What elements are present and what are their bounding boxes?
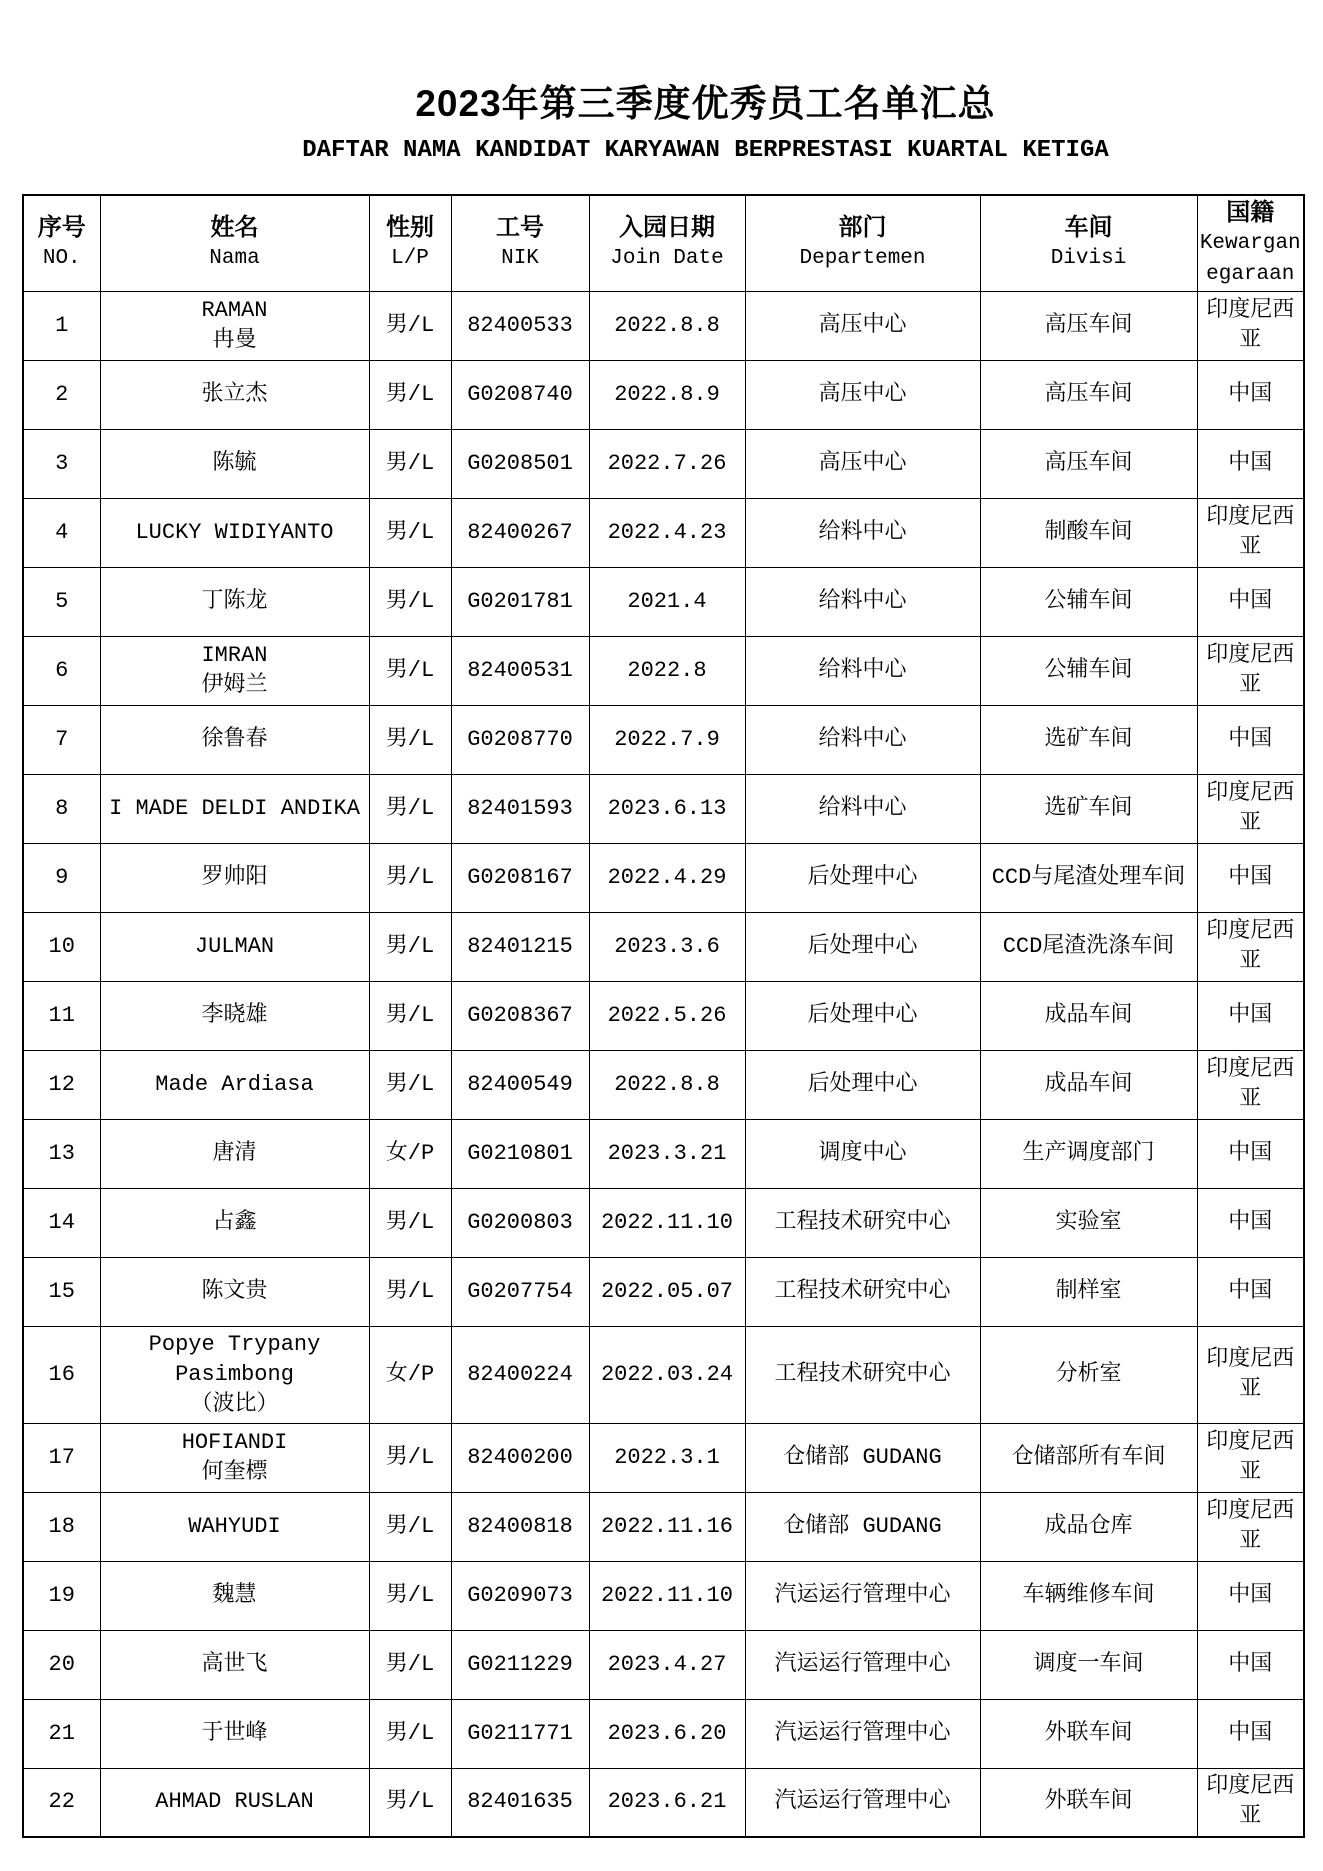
header-label-en: NO. bbox=[42, 247, 81, 271]
cell-nationality: 印度尼西亚 bbox=[1197, 498, 1304, 567]
header-label-zh: 入园日期 bbox=[619, 214, 715, 242]
cell-join-date: 2022.11.10 bbox=[589, 1561, 745, 1630]
cell-nik: G0208167 bbox=[451, 843, 589, 912]
cell-division: CCD与尾渣处理车间 bbox=[980, 843, 1197, 912]
header-label-en: Kewarganegaraan bbox=[1199, 231, 1301, 286]
cell-division: 成品车间 bbox=[980, 1050, 1197, 1119]
cell-name: 李晓雄 bbox=[100, 981, 369, 1050]
table-row bbox=[23, 1050, 1304, 1119]
cell-nik: G0207754 bbox=[451, 1257, 589, 1326]
header-label-zh: 性别 bbox=[386, 214, 434, 242]
table-row bbox=[23, 705, 1304, 774]
header-label-en: Divisi bbox=[1050, 247, 1127, 271]
cell-nik: G0208501 bbox=[451, 429, 589, 498]
cell-no: 7 bbox=[23, 705, 100, 774]
cell-department: 后处理中心 bbox=[745, 843, 980, 912]
header-label-zh: 姓名 bbox=[210, 214, 259, 242]
header-join-date bbox=[589, 195, 745, 291]
cell-name: 高世飞 bbox=[100, 1630, 369, 1699]
cell-no: 18 bbox=[23, 1492, 100, 1561]
cell-nik: 82401635 bbox=[451, 1768, 589, 1837]
cell-nationality: 中国 bbox=[1197, 1699, 1304, 1768]
cell-no: 12 bbox=[23, 1050, 100, 1119]
cell-division: 成品车间 bbox=[980, 981, 1197, 1050]
cell-nik: G0211771 bbox=[451, 1699, 589, 1768]
table-row bbox=[23, 636, 1304, 705]
cell-nationality: 中国 bbox=[1197, 1561, 1304, 1630]
table-row bbox=[23, 498, 1304, 567]
table-row bbox=[23, 360, 1304, 429]
cell-department: 汽运运行管理中心 bbox=[745, 1630, 980, 1699]
cell-name: Popye Trypany Pasimbong （波比） bbox=[100, 1326, 369, 1423]
table-row bbox=[23, 1630, 1304, 1699]
table-row bbox=[23, 1492, 1304, 1561]
table-row bbox=[23, 429, 1304, 498]
cell-name: AHMAD RUSLAN bbox=[100, 1768, 369, 1837]
header-label-zh: 国籍 bbox=[1226, 198, 1275, 226]
cell-name: I MADE DELDI ANDIKA bbox=[100, 774, 369, 843]
cell-no: 22 bbox=[23, 1768, 100, 1837]
cell-nationality: 中国 bbox=[1197, 429, 1304, 498]
cell-no: 5 bbox=[23, 567, 100, 636]
cell-join-date: 2022.11.10 bbox=[589, 1188, 745, 1257]
cell-department: 工程技术研究中心 bbox=[745, 1188, 980, 1257]
header-label-en: Departemen bbox=[799, 247, 926, 271]
header-label-en: Join Date bbox=[610, 247, 724, 271]
cell-join-date: 2022.4.23 bbox=[589, 498, 745, 567]
header-department bbox=[745, 195, 980, 291]
cell-nationality: 印度尼西亚 bbox=[1197, 291, 1304, 360]
table-row bbox=[23, 981, 1304, 1050]
cell-division: 实验室 bbox=[980, 1188, 1197, 1257]
cell-no: 16 bbox=[23, 1326, 100, 1423]
cell-division: 高压车间 bbox=[980, 360, 1197, 429]
cell-nationality: 印度尼西亚 bbox=[1197, 1423, 1304, 1492]
cell-nik: 82401215 bbox=[451, 912, 589, 981]
cell-name: 于世峰 bbox=[100, 1699, 369, 1768]
cell-join-date: 2023.3.6 bbox=[589, 912, 745, 981]
table-row bbox=[23, 1423, 1304, 1492]
cell-gender: 男/L bbox=[369, 705, 451, 774]
cell-join-date: 2022.8.8 bbox=[589, 1050, 745, 1119]
cell-nik: 82401593 bbox=[451, 774, 589, 843]
cell-gender: 男/L bbox=[369, 981, 451, 1050]
cell-gender: 男/L bbox=[369, 1768, 451, 1837]
cell-nationality: 中国 bbox=[1197, 843, 1304, 912]
cell-join-date: 2022.03.24 bbox=[589, 1326, 745, 1423]
cell-department: 后处理中心 bbox=[745, 1050, 980, 1119]
cell-department: 给料中心 bbox=[745, 636, 980, 705]
cell-division: 公辅车间 bbox=[980, 636, 1197, 705]
cell-gender: 女/P bbox=[369, 1119, 451, 1188]
cell-department: 给料中心 bbox=[745, 774, 980, 843]
cell-gender: 男/L bbox=[369, 1492, 451, 1561]
cell-no: 9 bbox=[23, 843, 100, 912]
header-label-zh: 工号 bbox=[496, 214, 544, 242]
cell-gender: 男/L bbox=[369, 843, 451, 912]
cell-join-date: 2023.6.13 bbox=[589, 774, 745, 843]
cell-department: 高压中心 bbox=[745, 291, 980, 360]
cell-no: 15 bbox=[23, 1257, 100, 1326]
cell-nik: G0208367 bbox=[451, 981, 589, 1050]
header-label-en: NIK bbox=[501, 247, 539, 271]
cell-division: 分析室 bbox=[980, 1326, 1197, 1423]
cell-division: 成品仓库 bbox=[980, 1492, 1197, 1561]
cell-gender: 男/L bbox=[369, 1561, 451, 1630]
cell-no: 13 bbox=[23, 1119, 100, 1188]
cell-gender: 男/L bbox=[369, 498, 451, 567]
cell-join-date: 2022.11.16 bbox=[589, 1492, 745, 1561]
header-label-zh: 序号 bbox=[37, 214, 86, 242]
cell-nik: G0209073 bbox=[451, 1561, 589, 1630]
cell-nationality: 中国 bbox=[1197, 360, 1304, 429]
cell-join-date: 2022.8.9 bbox=[589, 360, 745, 429]
header-nationality bbox=[1197, 195, 1304, 291]
cell-nik: G0200803 bbox=[451, 1188, 589, 1257]
cell-join-date: 2022.5.26 bbox=[589, 981, 745, 1050]
cell-no: 2 bbox=[23, 360, 100, 429]
cell-nik: 82400533 bbox=[451, 291, 589, 360]
cell-gender: 男/L bbox=[369, 1257, 451, 1326]
cell-no: 21 bbox=[23, 1699, 100, 1768]
cell-nationality: 中国 bbox=[1197, 567, 1304, 636]
cell-gender: 男/L bbox=[369, 1699, 451, 1768]
cell-nik: G0208740 bbox=[451, 360, 589, 429]
cell-department: 高压中心 bbox=[745, 429, 980, 498]
cell-division: 生产调度部门 bbox=[980, 1119, 1197, 1188]
cell-name: 张立杰 bbox=[100, 360, 369, 429]
cell-division: 车辆维修车间 bbox=[980, 1561, 1197, 1630]
table-row bbox=[23, 1257, 1304, 1326]
cell-gender: 男/L bbox=[369, 360, 451, 429]
cell-nationality: 中国 bbox=[1197, 1119, 1304, 1188]
cell-no: 6 bbox=[23, 636, 100, 705]
cell-join-date: 2022.4.29 bbox=[589, 843, 745, 912]
cell-division: 高压车间 bbox=[980, 429, 1197, 498]
header-nik bbox=[451, 195, 589, 291]
cell-division: 选矿车间 bbox=[980, 774, 1197, 843]
cell-division: CCD尾渣洗涤车间 bbox=[980, 912, 1197, 981]
cell-nationality: 印度尼西亚 bbox=[1197, 1326, 1304, 1423]
cell-no: 3 bbox=[23, 429, 100, 498]
cell-nik: G0210801 bbox=[451, 1119, 589, 1188]
cell-department: 高压中心 bbox=[745, 360, 980, 429]
cell-nationality: 印度尼西亚 bbox=[1197, 1768, 1304, 1837]
cell-name: RAMAN 冉曼 bbox=[100, 291, 369, 360]
cell-name: LUCKY WIDIYANTO bbox=[100, 498, 369, 567]
cell-nik: 82400267 bbox=[451, 498, 589, 567]
cell-no: 1 bbox=[23, 291, 100, 360]
table-row bbox=[23, 1768, 1304, 1837]
cell-nationality: 印度尼西亚 bbox=[1197, 1492, 1304, 1561]
cell-gender: 男/L bbox=[369, 429, 451, 498]
header-row bbox=[23, 195, 1304, 291]
table-row bbox=[23, 1188, 1304, 1257]
cell-name: 魏慧 bbox=[100, 1561, 369, 1630]
cell-nationality: 中国 bbox=[1197, 1188, 1304, 1257]
document-subtitle: DAFTAR NAMA KANDIDAT KARYAWAN BERPRESTASI KUARTAL KETIGA bbox=[302, 137, 1109, 164]
cell-gender: 男/L bbox=[369, 567, 451, 636]
cell-no: 20 bbox=[23, 1630, 100, 1699]
cell-division: 制酸车间 bbox=[980, 498, 1197, 567]
cell-department: 给料中心 bbox=[745, 498, 980, 567]
cell-gender: 男/L bbox=[369, 774, 451, 843]
table-row bbox=[23, 567, 1304, 636]
cell-nik: G0208770 bbox=[451, 705, 589, 774]
cell-name: 陈文贵 bbox=[100, 1257, 369, 1326]
header-no bbox=[23, 195, 100, 291]
cell-name: JULMAN bbox=[100, 912, 369, 981]
cell-name: Made Ardiasa bbox=[100, 1050, 369, 1119]
cell-department: 给料中心 bbox=[745, 567, 980, 636]
cell-name: 丁陈龙 bbox=[100, 567, 369, 636]
cell-no: 17 bbox=[23, 1423, 100, 1492]
cell-name: WAHYUDI bbox=[100, 1492, 369, 1561]
table-row bbox=[23, 1326, 1304, 1423]
cell-nationality: 印度尼西亚 bbox=[1197, 1050, 1304, 1119]
cell-division: 外联车间 bbox=[980, 1699, 1197, 1768]
cell-join-date: 2022.8.8 bbox=[589, 291, 745, 360]
cell-nationality: 印度尼西亚 bbox=[1197, 774, 1304, 843]
cell-department: 汽运运行管理中心 bbox=[745, 1699, 980, 1768]
cell-name: 唐清 bbox=[100, 1119, 369, 1188]
cell-name: 陈毓 bbox=[100, 429, 369, 498]
table-header bbox=[23, 195, 1304, 291]
cell-no: 10 bbox=[23, 912, 100, 981]
cell-department: 仓储部 GUDANG bbox=[745, 1492, 980, 1561]
cell-gender: 男/L bbox=[369, 636, 451, 705]
cell-department: 调度中心 bbox=[745, 1119, 980, 1188]
cell-name: 占鑫 bbox=[100, 1188, 369, 1257]
cell-division: 调度一车间 bbox=[980, 1630, 1197, 1699]
cell-name: HOFIANDI 何奎標 bbox=[100, 1423, 369, 1492]
cell-nationality: 中国 bbox=[1197, 981, 1304, 1050]
cell-join-date: 2022.7.9 bbox=[589, 705, 745, 774]
header-name bbox=[100, 195, 369, 291]
cell-nationality: 中国 bbox=[1197, 1257, 1304, 1326]
cell-department: 汽运运行管理中心 bbox=[745, 1768, 980, 1837]
cell-nik: G0211229 bbox=[451, 1630, 589, 1699]
cell-no: 19 bbox=[23, 1561, 100, 1630]
cell-division: 仓储部所有车间 bbox=[980, 1423, 1197, 1492]
table-row bbox=[23, 1119, 1304, 1188]
cell-gender: 男/L bbox=[369, 1423, 451, 1492]
cell-join-date: 2022.3.1 bbox=[589, 1423, 745, 1492]
cell-department: 给料中心 bbox=[745, 705, 980, 774]
cell-join-date: 2023.6.20 bbox=[589, 1699, 745, 1768]
cell-join-date: 2023.4.27 bbox=[589, 1630, 745, 1699]
table-row bbox=[23, 291, 1304, 360]
cell-division: 制样室 bbox=[980, 1257, 1197, 1326]
cell-nationality: 印度尼西亚 bbox=[1197, 912, 1304, 981]
table-row bbox=[23, 774, 1304, 843]
cell-division: 选矿车间 bbox=[980, 705, 1197, 774]
cell-department: 汽运运行管理中心 bbox=[745, 1561, 980, 1630]
cell-join-date: 2021.4 bbox=[589, 567, 745, 636]
table-row bbox=[23, 1699, 1304, 1768]
cell-join-date: 2022.05.07 bbox=[589, 1257, 745, 1326]
table-row bbox=[23, 843, 1304, 912]
document-title: 2023年第三季度优秀员工名单汇总 bbox=[415, 83, 996, 124]
cell-no: 14 bbox=[23, 1188, 100, 1257]
cell-department: 仓储部 GUDANG bbox=[745, 1423, 980, 1492]
header-label-zh: 车间 bbox=[1064, 214, 1113, 242]
cell-gender: 男/L bbox=[369, 1630, 451, 1699]
cell-gender: 男/L bbox=[369, 1188, 451, 1257]
cell-nationality: 中国 bbox=[1197, 1630, 1304, 1699]
cell-nik: 82400531 bbox=[451, 636, 589, 705]
cell-gender: 女/P bbox=[369, 1326, 451, 1423]
cell-division: 公辅车间 bbox=[980, 567, 1197, 636]
cell-gender: 男/L bbox=[369, 1050, 451, 1119]
cell-join-date: 2022.8 bbox=[589, 636, 745, 705]
cell-no: 11 bbox=[23, 981, 100, 1050]
cell-name: 徐鲁春 bbox=[100, 705, 369, 774]
header-division bbox=[980, 195, 1197, 291]
cell-nationality: 中国 bbox=[1197, 705, 1304, 774]
cell-nik: 82400549 bbox=[451, 1050, 589, 1119]
cell-nationality: 印度尼西亚 bbox=[1197, 636, 1304, 705]
cell-nik: G0201781 bbox=[451, 567, 589, 636]
cell-nik: 82400200 bbox=[451, 1423, 589, 1492]
header-gender bbox=[369, 195, 451, 291]
cell-name: IMRAN 伊姆兰 bbox=[100, 636, 369, 705]
cell-join-date: 2023.3.21 bbox=[589, 1119, 745, 1188]
cell-department: 后处理中心 bbox=[745, 912, 980, 981]
cell-department: 后处理中心 bbox=[745, 981, 980, 1050]
cell-gender: 男/L bbox=[369, 291, 451, 360]
header-label-en: L/P bbox=[391, 247, 429, 271]
cell-nik: 82400224 bbox=[451, 1326, 589, 1423]
header-label-en: Nama bbox=[209, 247, 260, 271]
cell-division: 外联车间 bbox=[980, 1768, 1197, 1837]
cell-no: 8 bbox=[23, 774, 100, 843]
table-row bbox=[23, 912, 1304, 981]
cell-no: 4 bbox=[23, 498, 100, 567]
table-row bbox=[23, 1561, 1304, 1630]
header-label-zh: 部门 bbox=[838, 214, 887, 242]
cell-nik: 82400818 bbox=[451, 1492, 589, 1561]
cell-join-date: 2022.7.26 bbox=[589, 429, 745, 498]
cell-gender: 男/L bbox=[369, 912, 451, 981]
cell-name: 罗帅阳 bbox=[100, 843, 369, 912]
employee-table bbox=[22, 194, 1305, 1838]
cell-department: 工程技术研究中心 bbox=[745, 1257, 980, 1326]
cell-department: 工程技术研究中心 bbox=[745, 1326, 980, 1423]
cell-division: 高压车间 bbox=[980, 291, 1197, 360]
table-body bbox=[23, 291, 1304, 1837]
cell-join-date: 2023.6.21 bbox=[589, 1768, 745, 1837]
